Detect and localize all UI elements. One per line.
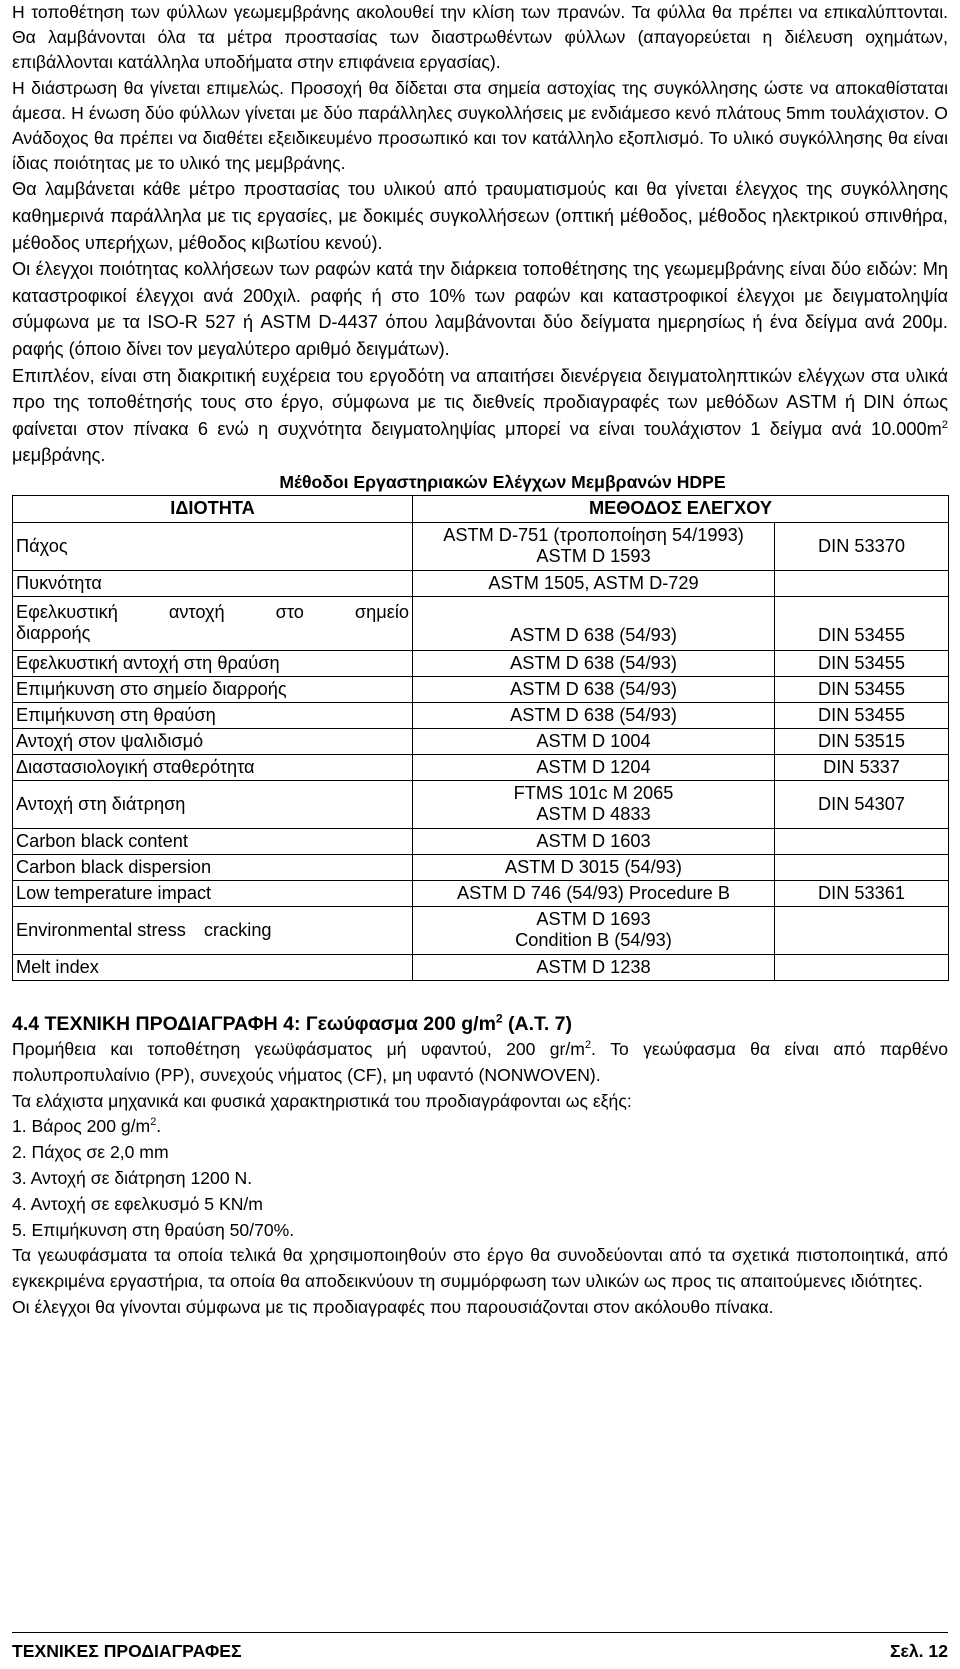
cell-property — [13, 596, 413, 650]
table-row — [13, 522, 949, 570]
cell-method: ASTM D 1238 — [413, 954, 775, 980]
spec-item-end: . — [156, 1116, 162, 1137]
cell-method: ASTM 1505, ASTM D-729 — [413, 570, 775, 596]
superscript: 2 — [941, 418, 948, 431]
paragraph-protection: Θα λαμβάνεται κάθε μέτρο προστασίας του υλικού από τραυματισμούς και θα γίνεται έλεγχος της συγκόλλησης καθημερινά παράλληλα με τις εργασίες, με δοκιμές συγκολλήσεων (οπτική μέθοδος, μέθοδος ηλεκτρικού σπινθήρα, μέθοδος υπερήχων, μέθοδος κιβωτίου κενού). — [12, 179, 948, 253]
method-line: Condition B (54/93) — [515, 930, 672, 951]
paragraph-sampling — [12, 363, 948, 469]
heading-text-end: (Α.Τ. 7) — [502, 1012, 572, 1035]
cell-method — [413, 780, 775, 828]
table-row — [13, 676, 949, 702]
property-word: αντοχή — [168, 602, 225, 623]
cell-din: DIN 53455 — [775, 650, 949, 676]
page-footer — [12, 1632, 948, 1662]
cell-din: DIN 54307 — [775, 780, 949, 828]
cell-property: Carbon black dispersion — [13, 854, 413, 880]
cell-din — [775, 828, 949, 854]
intro-text: Προμήθεια και τοποθέτηση γεωϋφάσματος μή υφαντού, 200 gr/m — [12, 1038, 585, 1059]
table-title: Μέθοδοι Εργαστηριακών Ελέγχων Μεμβρανών HDPE — [279, 471, 726, 492]
method-line: ASTM D 1693 — [536, 909, 651, 930]
cell-property: Εφελκυστική αντοχή στη θραύση — [13, 650, 413, 676]
cell-method: ASTM D 1004 — [413, 728, 775, 754]
cell-din: DIN 5337 — [775, 754, 949, 780]
property-line: διαρροής — [16, 623, 91, 644]
table-row — [13, 906, 949, 954]
cell-method: ASTM D 638 (54/93) — [413, 676, 775, 702]
property-line — [16, 602, 409, 623]
table-row — [13, 650, 949, 676]
intro-text-end: . Το γεωύφασμα θα είναι από παρθένο πολυπροπυλαίνιο (PP), συνεχούς νήματος (CF), μη υφαντό (NONWOVEN). — [12, 1038, 948, 1085]
cell-method: ASTM D 638 (54/93) — [413, 702, 775, 728]
property-word: σημείο — [354, 602, 409, 623]
cell-method — [413, 906, 775, 954]
header-property: ΙΔΙΟΤΗΤΑ — [13, 495, 413, 522]
paragraph-laying: Η διάστρωση θα γίνεται επιμελώς. Προσοχή θα δίδεται στα σημεία αστοχίας της συγκόλλησης ώστε να αποκαθίσταται άμεσα. Η ένωση δύο φύλλων γίνεται με δύο παράλληλες συγκολλήσεις με ενδιάμεσο κενό πλάτους 5mm τουλάχιστον. Ο Ανάδοχος θα πρέπει να διαθέτει εξειδικευμένο προσωπικό και τον κατάλληλο εξοπλισμό. Το υλικό συγκόλλησης θα είναι ίδιας ποιότητας με το υλικό της μεμβράνης. — [12, 77, 948, 174]
table-row — [13, 754, 949, 780]
cell-property: Low temperature impact — [13, 880, 413, 906]
table-row — [13, 880, 949, 906]
cell-property: Επιμήκυνση στη θραύση — [13, 702, 413, 728]
cell-din — [775, 570, 949, 596]
spec-item: 2. Πάχος σε 2,0 mm — [12, 1142, 169, 1163]
cell-property: Πάχος — [13, 522, 413, 570]
table-row — [13, 854, 949, 880]
cell-method — [413, 522, 775, 570]
spec-item: 3. Αντοχή σε διάτρηση 1200 N. — [12, 1167, 253, 1188]
cell-method: ASTM D 638 (54/93) — [413, 650, 775, 676]
property-word: cracking — [203, 919, 272, 940]
section-heading — [12, 1011, 948, 1037]
table-row — [13, 828, 949, 854]
cell-din: DIN 53455 — [775, 596, 949, 650]
paragraph-sheet-placement: Η τοποθέτηση των φύλλων γεωμεμβράνης ακολουθεί την κλίση των πρανών. Τα φύλλα θα πρέπει να επικαλύπτονται. Θα λαμβάνονται όλα τα μέτρα προστασίας των διαστρωθέντων φύλλων (απαγορεύεται η διέλευση οχημάτων, επιβάλλονται κατάλληλα υποδήματα στην επιφάνεια εργασίας). — [12, 2, 948, 73]
superscript: 2 — [495, 1011, 503, 1026]
lab-methods-table — [12, 495, 949, 981]
paragraph-checks: Οι έλεγχοι θα γίνονται σύμφωνα με τις προδιαγραφές που παρουσιάζονται στον ακόλουθο πίνακα. — [12, 1296, 774, 1317]
superscript: 2 — [150, 1116, 157, 1129]
cell-method: ASTM D 746 (54/93) Procedure B — [413, 880, 775, 906]
method-line: ASTM D 4833 — [536, 804, 651, 825]
paragraph-sampling-end: μεμβράνης. — [12, 445, 106, 466]
table-row — [13, 570, 949, 596]
header-method: ΜΕΘΟΔΟΣ ΕΛΕΓΧΟΥ — [413, 495, 949, 522]
property-word: Εφελκυστική — [16, 602, 118, 623]
cell-property: Επιμήκυνση στο σημείο διαρροής — [13, 676, 413, 702]
cell-property: Melt index — [13, 954, 413, 980]
cell-property: Αντοχή στον ψαλιδισμό — [13, 728, 413, 754]
table-row — [13, 954, 949, 980]
property-word: στο — [275, 602, 304, 623]
cell-method: ASTM D 1204 — [413, 754, 775, 780]
table-row — [13, 728, 949, 754]
paragraph-certificates: Τα γεωυφάσματα τα οποία τελικά θα χρησιμοποιηθούν στο έργο θα συνοδεύονται από τα σχετικά πιστοποιητικά, από εγκεκριμένα εργαστήρια, τα οποία θα αποδεικνύουν τη συμμόρφωση των υλικών ως προς τις απαιτούμενες ιδιότητες. — [12, 1245, 948, 1292]
cell-din: DIN 53515 — [775, 728, 949, 754]
property-word: Environmental stress — [16, 919, 186, 940]
footer-title: ΤΕΧΝΙΚΕΣ ΠΡΟΔΙΑΓΡΑΦΕΣ — [12, 1641, 242, 1661]
cell-din — [775, 954, 949, 980]
cell-din — [775, 906, 949, 954]
superscript: 2 — [584, 1039, 592, 1052]
cell-property: Carbon black content — [13, 828, 413, 854]
spec-item — [12, 1114, 948, 1140]
spec-item: 5. Επιμήκυνση στη θραύση 50/70%. — [12, 1219, 295, 1240]
cell-method: ASTM D 3015 (54/93) — [413, 854, 775, 880]
cell-din: DIN 53455 — [775, 676, 949, 702]
cell-din: DIN 53455 — [775, 702, 949, 728]
paragraph-quality-checks: Οι έλεγχοι ποιότητας κολλήσεων των ραφών κατά την διάρκεια τοποθέτησης της γεωμεμβράνης είναι δύο ειδών: Μη καταστροφικοί έλεγχοι ανά 200χιλ. ραφής ή στο 10% των ραφών και καταστροφικοί έλεγχοι με δειγματοληψία σύμφωνα με τα ISO-R 527 ή ASTM D-4437 όπου λαμβάνονται δύο δείγματα ημερησίως ή ένα δείγμα ανά 200μ. ραφής (όποιο δίνει τον μεγαλύτερο αριθμό δειγμάτων). — [12, 259, 948, 359]
table-header-row — [13, 495, 949, 522]
cell-method: ASTM D 1603 — [413, 828, 775, 854]
cell-method: ASTM D 638 (54/93) — [413, 596, 775, 650]
table-row — [13, 702, 949, 728]
document-page — [12, 0, 948, 1321]
heading-text: 4.4 ΤΕΧΝΙΚΗ ΠΡΟΔΙΑΓΡΑΦΗ 4: Γεωύφασμα 200 g/m — [12, 1012, 496, 1035]
cell-din: DIN 53361 — [775, 880, 949, 906]
cell-property: Πυκνότητα — [13, 570, 413, 596]
page-number: Σελ. 12 — [889, 1641, 948, 1661]
spec-item-text: 1. Βάρος 200 g/m — [12, 1116, 151, 1137]
method-line: ASTM D-751 (τροποποίηση 54/1993) — [443, 525, 744, 546]
cell-din — [775, 854, 949, 880]
paragraph-sampling-text: Επιπλέον, είναι στη διακριτική ευχέρεια του εργοδότη να απαιτήσει διενέργεια δειγματοληπτικών ελέγχων στα υλικά προ της τοποθέτησής τους στο έργο, σύμφωνα με τις διεθνείς προδιαγραφές των μεθόδων ASTM ή DIN όπως φαίνεται στον πίνακα 6 ενώ η συχνότητα δειγματοληψίας μπορεί να είναι τουλάχιστον 1 δείγμα ανά 10.000m — [12, 365, 948, 439]
method-line: FTMS 101c M 2065 — [513, 783, 674, 804]
cell-property — [13, 906, 413, 954]
method-line: ASTM D 1593 — [536, 546, 651, 567]
cell-din: DIN 53370 — [775, 522, 949, 570]
cell-property: Διαστασιολογική σταθερότητα — [13, 754, 413, 780]
table-row — [13, 780, 949, 828]
specs-intro: Τα ελάχιστα μηχανικά και φυσικά χαρακτηριστικά του προδιαγράφονται ως εξής: — [12, 1090, 632, 1111]
spec-item: 4. Αντοχή σε εφελκυσμό 5 KN/m — [12, 1193, 263, 1214]
cell-property: Αντοχή στη διάτρηση — [13, 780, 413, 828]
table-row — [13, 596, 949, 650]
paragraph-geotextile-intro — [12, 1037, 948, 1089]
